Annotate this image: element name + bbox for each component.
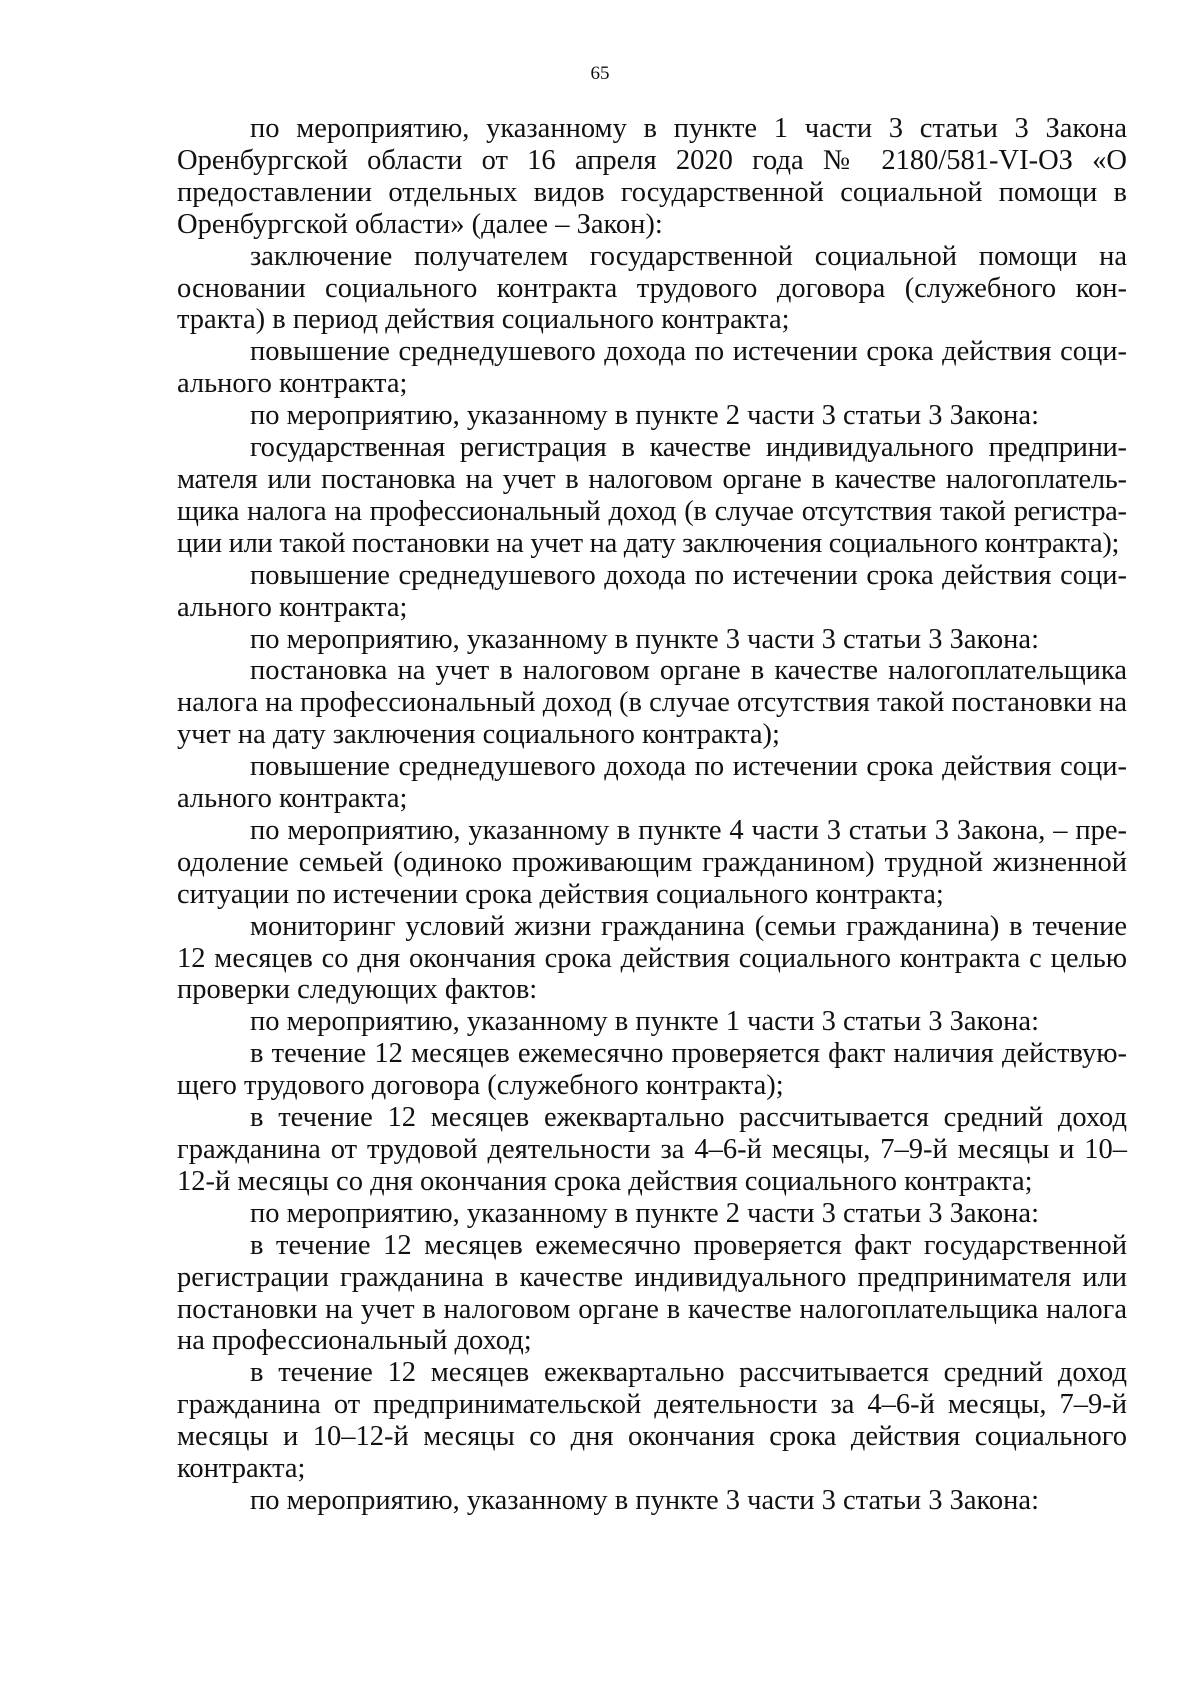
page-number: 65: [590, 63, 610, 84]
paragraph: мониторинг условий жизни гражданина (семьи гражданина) в течение 12 месяцев со дня окончания срока действия социального контракта с целью проверки следующих фактов:: [177, 910, 1127, 1006]
paragraph: по мероприятию, указанному в пункте 3 части 3 статьи 3 Закона:: [250, 623, 1039, 655]
paragraph: по мероприятию, указанному в пункте 4 части 3 статьи 3 Закона, – преодоление семьей (одиноко проживающим гражданином) трудной жизненной ситуации по истечении срока действия социального контракта;: [177, 814, 1127, 910]
paragraph: по мероприятию, указанному в пункте 1 части 3 статьи 3 Закона:: [250, 1006, 1039, 1038]
paragraph: по мероприятию, указанному в пункте 2 части 3 статьи 3 Закона:: [250, 400, 1039, 432]
paragraph: постановка на учет в налоговом органе в качестве налогоплательщика налога на профессиональный доход (в случае отсутствия такой постановки на учет на дату заключения социального контракта);: [177, 655, 1127, 751]
paragraph: государственная регистрация в качестве индивидуального предпринимателя или постановка на учет в налоговом органе в качестве налогоплательщика налога на профессиональный доход (в случае отсутствия такой регистрации или такой постановки на учет на дату заключения социального контракта);: [177, 432, 1127, 559]
paragraph: в течение 12 месяцев ежемесячно проверяется факт наличия действующего трудового договора (служебного контракта);: [177, 1038, 1127, 1102]
paragraph: повышение среднедушевого дохода по истечении срока действия социального контракта;: [177, 751, 1127, 815]
paragraph: повышение среднедушевого дохода по истечении срока действия социального контракта;: [177, 559, 1127, 623]
paragraph: по мероприятию, указанному в пункте 3 части 3 статьи 3 Закона:: [250, 1484, 1039, 1516]
paragraph: по мероприятию, указанному в пункте 1 части 3 статьи 3 Закона Оренбургской области от 16 апреля 2020 года № 2180/581-VI-ОЗ «О предоставлении отдельных видов государственной социальной помощи в Оренбургской области» (далее – Закон):: [177, 113, 1127, 240]
paragraph: повышение среднедушевого дохода по истечении срока действия социального контракта;: [177, 336, 1127, 400]
paragraph: в течение 12 месяцев ежемесячно проверяется факт государственной регистрации гражданина в качестве индивидуального предпринимателя или постановки на учет в налоговом органе в качестве налогоплательщика налога на профессиональный доход;: [177, 1229, 1127, 1357]
paragraph: в течение 12 месяцев ежеквартально рассчитывается средний доход гражданина от трудовой деятельности за 4–6-й месяцы, 7–9-й месяцы и 10–12-й месяцы со дня окончания срока действия социального контракта;: [177, 1102, 1127, 1197]
paragraph: в течение 12 месяцев ежеквартально рассчитывается средний доход гражданина от предпринимательской деятельности за 4–6-й месяцы, 7–9-й месяцы и 10–12-й месяцы со дня окончания срока действия социального контракта;: [177, 1357, 1127, 1485]
document-body: [177, 113, 1127, 1517]
paragraph: заключение получателем государственной социальной помощи на основании социального контракта трудового договора (служебного контракта) в период действия социального контракта;: [177, 240, 1127, 336]
paragraph: по мероприятию, указанному в пункте 2 части 3 статьи 3 Закона:: [250, 1197, 1039, 1229]
